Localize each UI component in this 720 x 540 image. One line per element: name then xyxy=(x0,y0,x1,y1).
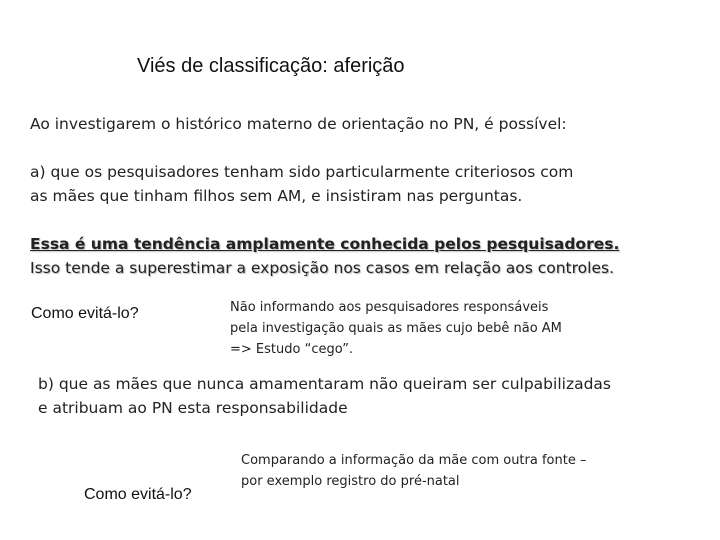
answer-1-line-3: => Estudo “cego”. xyxy=(230,342,354,357)
item-b-line-2: e atribuam ao PN esta responsabilidade xyxy=(38,399,348,417)
answer-2-line-1: Comparando a informação da mãe com outra fonte – xyxy=(241,453,587,468)
item-a-line-1: a) que os pesquisadores tenham sido particularmente criteriosos com xyxy=(30,163,574,181)
emphasis-block xyxy=(30,232,619,280)
item-b-line-1: b) que as mães que nunca amamentaram não queiram ser culpabilizadas xyxy=(38,375,611,393)
item-a-line-2: as mães que tinham filhos sem AM, e insistiram nas perguntas. xyxy=(30,187,523,205)
question-2: Como evitá-lo? xyxy=(84,486,192,503)
item-a xyxy=(30,160,573,208)
answer-2 xyxy=(241,450,586,492)
item-b xyxy=(38,372,611,420)
answer-1-line-2: pela investigação quais as mães cujo bebê não AM xyxy=(230,321,562,336)
answer-1 xyxy=(230,297,562,360)
intro-text: Ao investigarem o histórico materno de orientação no PN, é possível: xyxy=(30,115,567,133)
question-1: Como evitá-lo? xyxy=(31,305,139,322)
answer-1-line-1: Não informando aos pesquisadores responsáveis xyxy=(230,300,549,315)
slide-title: Viés de classificação: aferição xyxy=(137,55,405,77)
emphasis-line-1: Essa é uma tendência amplamente conhecida pelos pesquisadores. xyxy=(30,235,620,253)
emphasis-line-2: Isso tende a superestimar a exposição nos casos em relação aos controles. xyxy=(30,259,614,277)
answer-2-line-2: por exemplo registro do pré-natal xyxy=(241,474,460,489)
